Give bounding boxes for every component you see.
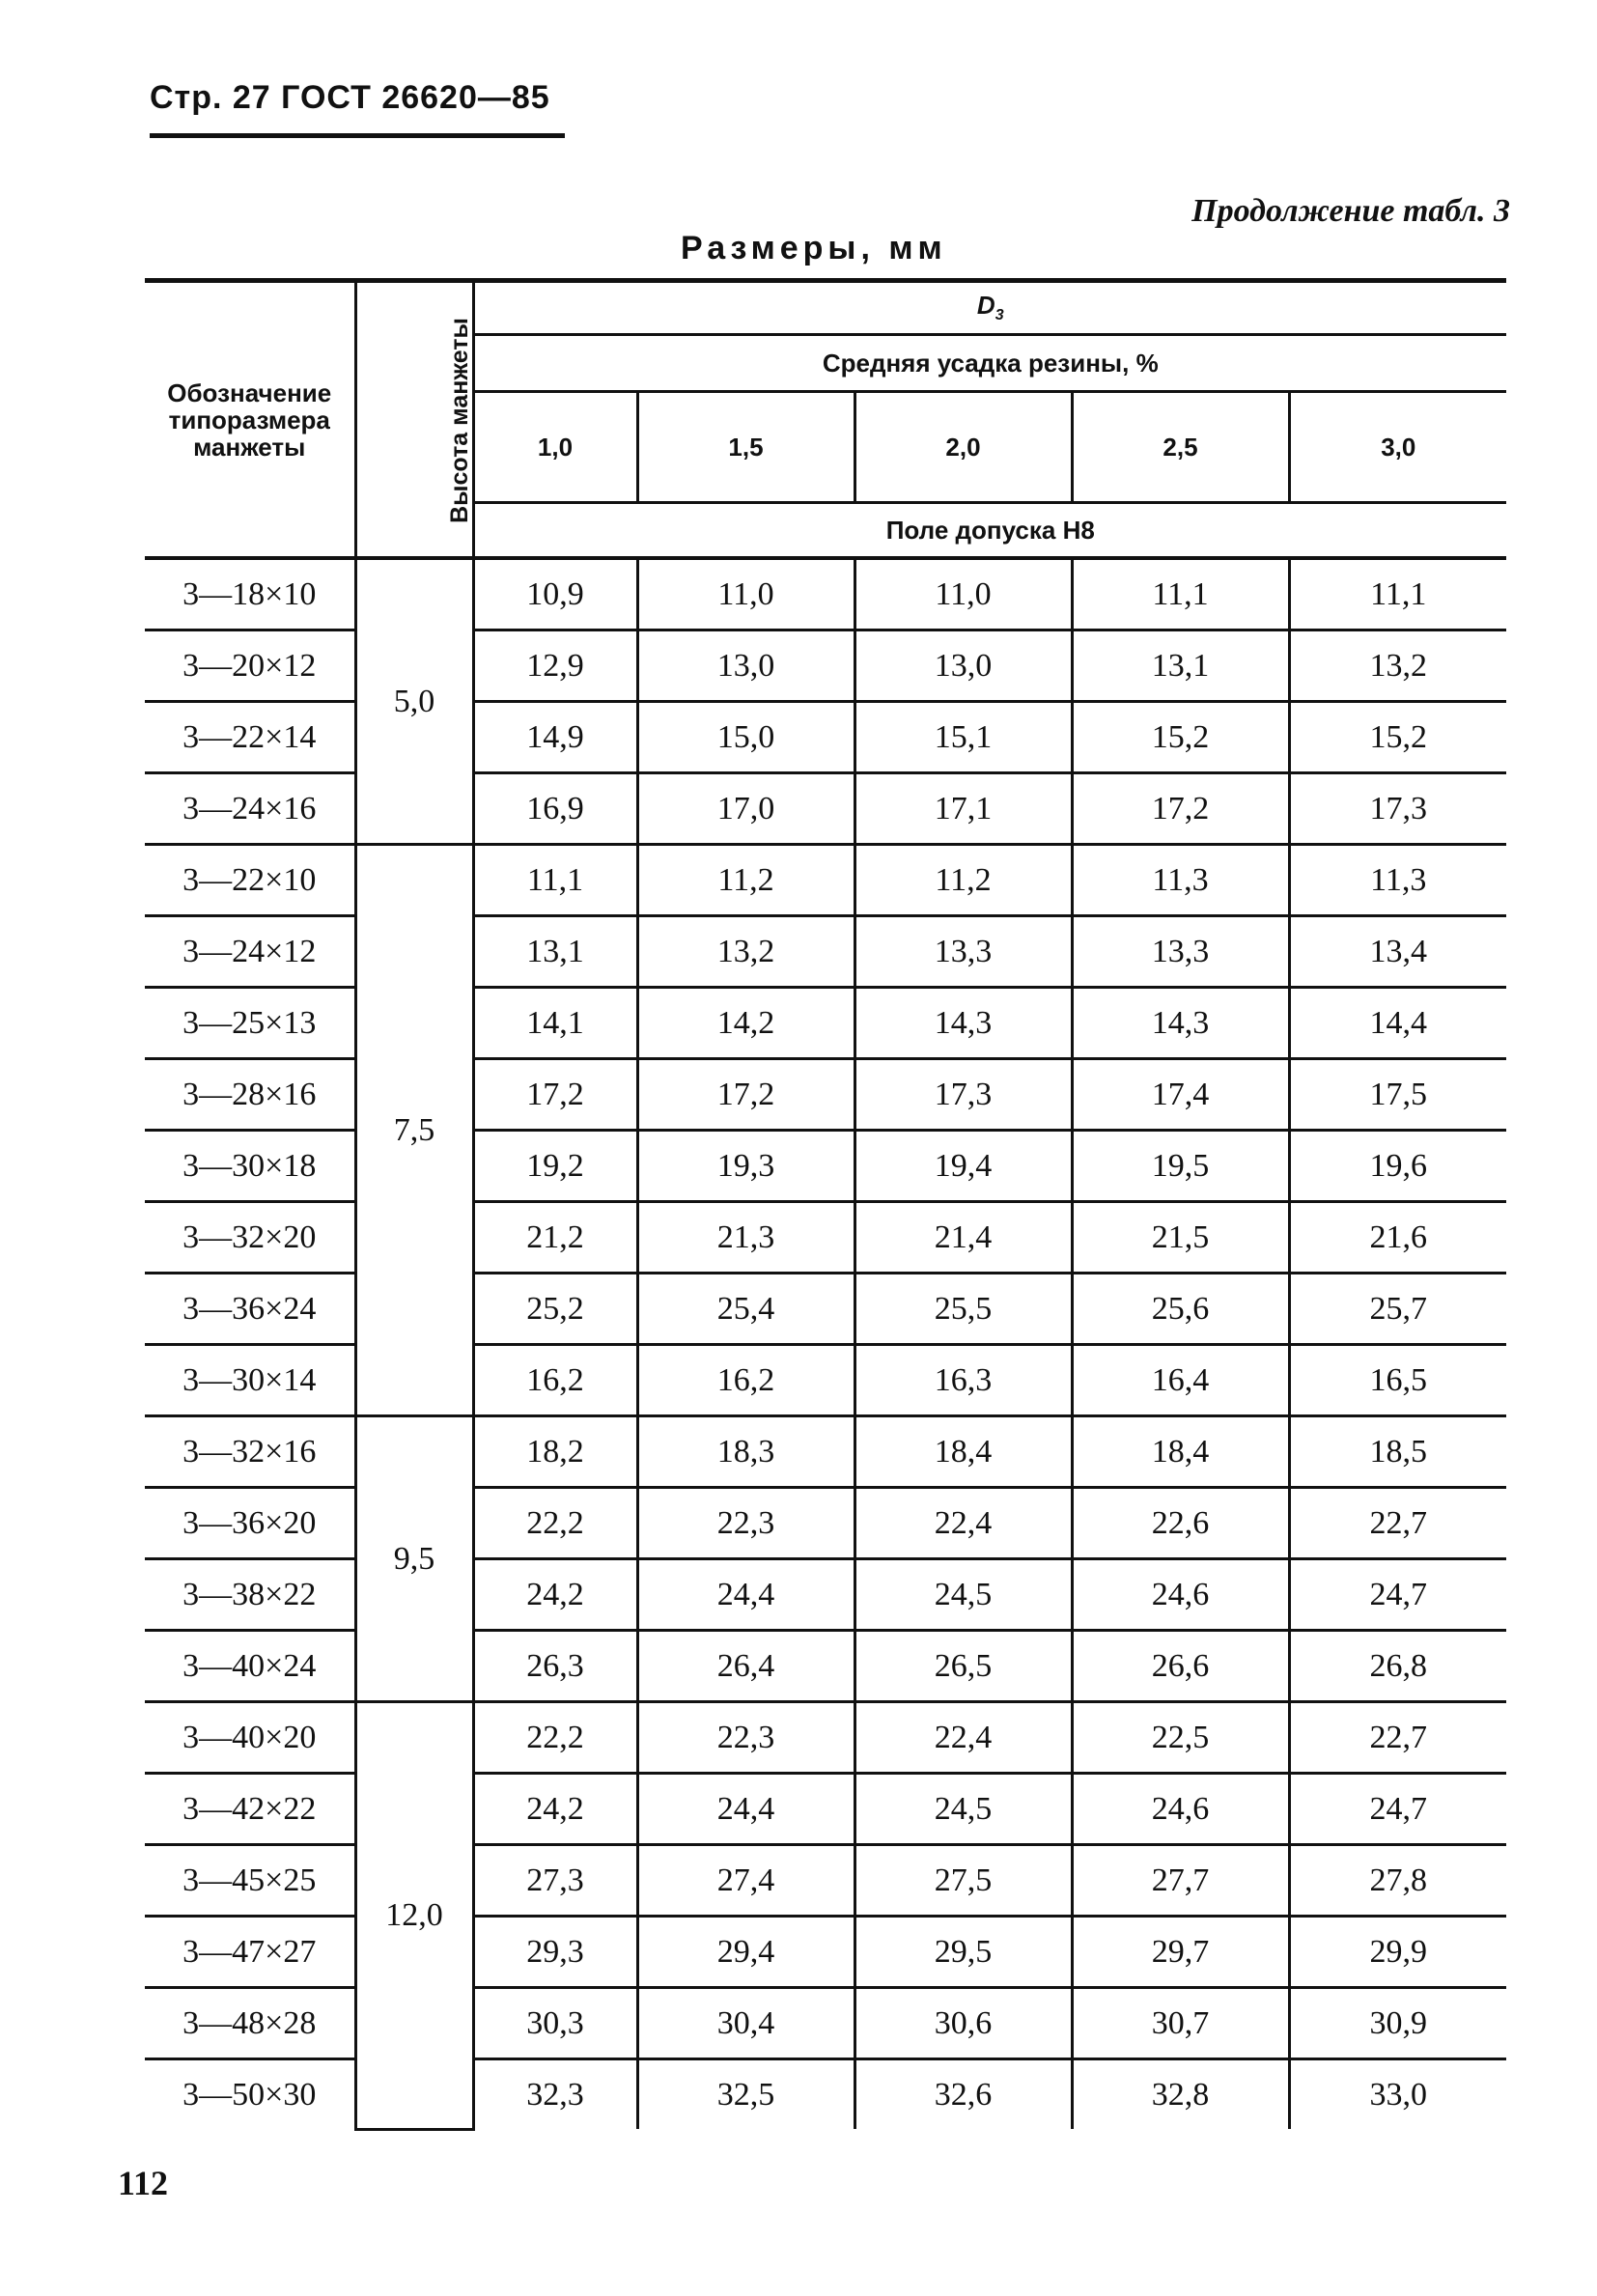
cuff-height-cell: 5,0	[355, 558, 473, 845]
cuff-designation-cell: 3—22×10	[145, 845, 355, 916]
table-row	[145, 1702, 1506, 1774]
ds-value-cell: 29,9	[1289, 1917, 1506, 1988]
ds-value-cell: 13,2	[637, 916, 855, 988]
ds-value-cell: 14,2	[637, 988, 855, 1059]
table-row	[145, 2059, 1506, 2130]
ds-value-cell: 29,7	[1072, 1917, 1289, 1988]
header-rule	[150, 133, 565, 138]
dimensions-table	[145, 278, 1506, 2131]
ds-value-cell: 30,7	[1072, 1988, 1289, 2059]
ds-value-cell: 13,0	[637, 630, 855, 702]
ds-value-cell: 25,7	[1289, 1274, 1506, 1345]
ds-value-cell: 24,6	[1072, 1774, 1289, 1845]
table-row	[145, 1131, 1506, 1202]
table-row	[145, 558, 1506, 630]
column-header-designation: Обозначение типоразмера манжеты	[145, 281, 355, 559]
ds-value-cell: 13,4	[1289, 916, 1506, 988]
table-row	[145, 1416, 1506, 1488]
units-caption: Размеры, мм	[681, 230, 947, 266]
column-header-ds-symbol: D	[976, 291, 995, 321]
ds-value-cell: 14,9	[473, 702, 637, 773]
shrinkage-value-header: 1,0	[473, 392, 637, 503]
column-header-ds-subscript: 3	[995, 307, 1004, 324]
table-row	[145, 1845, 1506, 1917]
shrinkage-value-header: 2,5	[1072, 392, 1289, 503]
cuff-designation-cell: 3—18×10	[145, 558, 355, 630]
cuff-designation-cell: 3—32×16	[145, 1416, 355, 1488]
ds-value-cell: 24,2	[473, 1559, 637, 1631]
table-header	[145, 281, 1506, 559]
ds-value-cell: 17,2	[637, 1059, 855, 1131]
column-header-ds	[473, 281, 1506, 335]
cuff-designation-cell: 3—50×30	[145, 2059, 355, 2130]
ds-value-cell: 19,3	[637, 1131, 855, 1202]
cuff-designation-cell: 3—36×20	[145, 1488, 355, 1559]
ds-value-cell: 11,1	[1289, 558, 1506, 630]
ds-value-cell: 24,5	[855, 1774, 1072, 1845]
column-header-shrinkage: Средняя усадка резины, %	[473, 335, 1506, 392]
ds-value-cell: 19,6	[1289, 1131, 1506, 1202]
ds-value-cell: 33,0	[1289, 2059, 1506, 2130]
column-header-height-label: Высота манжеты	[445, 318, 473, 523]
ds-value-cell: 24,4	[637, 1559, 855, 1631]
ds-value-cell: 27,3	[473, 1845, 637, 1917]
table-row	[145, 1631, 1506, 1702]
ds-value-cell: 22,7	[1289, 1702, 1506, 1774]
ds-value-cell: 16,3	[855, 1345, 1072, 1416]
ds-value-cell: 19,2	[473, 1131, 637, 1202]
cuff-designation-cell: 3—36×24	[145, 1274, 355, 1345]
ds-value-cell: 17,5	[1289, 1059, 1506, 1131]
ds-value-cell: 32,6	[855, 2059, 1072, 2130]
cuff-designation-cell: 3—25×13	[145, 988, 355, 1059]
cuff-designation-cell: 3—30×18	[145, 1131, 355, 1202]
ds-value-cell: 11,3	[1289, 845, 1506, 916]
cuff-designation-cell: 3—40×24	[145, 1631, 355, 1702]
ds-value-cell: 15,2	[1289, 702, 1506, 773]
ds-value-cell: 16,4	[1072, 1345, 1289, 1416]
table-row	[145, 702, 1506, 773]
ds-value-cell: 24,5	[855, 1559, 1072, 1631]
table-row	[145, 1059, 1506, 1131]
ds-value-cell: 13,0	[855, 630, 1072, 702]
ds-value-cell: 14,3	[855, 988, 1072, 1059]
ds-value-cell: 26,8	[1289, 1631, 1506, 1702]
ds-value-cell: 13,1	[1072, 630, 1289, 702]
cuff-designation-cell: 3—28×16	[145, 1059, 355, 1131]
table-row	[145, 1774, 1506, 1845]
ds-value-cell: 14,3	[1072, 988, 1289, 1059]
ds-value-cell: 30,3	[473, 1988, 637, 2059]
ds-value-cell: 29,5	[855, 1917, 1072, 1988]
ds-value-cell: 32,5	[637, 2059, 855, 2130]
ds-value-cell: 13,3	[855, 916, 1072, 988]
ds-value-cell: 11,1	[473, 845, 637, 916]
ds-value-cell: 27,8	[1289, 1845, 1506, 1917]
cuff-designation-cell: 3—24×16	[145, 773, 355, 845]
page-header: Стр. 27 ГОСТ 26620—85	[150, 79, 550, 116]
ds-value-cell: 10,9	[473, 558, 637, 630]
ds-value-cell: 16,5	[1289, 1345, 1506, 1416]
shrinkage-value-header: 2,0	[855, 392, 1072, 503]
cuff-designation-cell: 3—40×20	[145, 1702, 355, 1774]
ds-value-cell: 29,4	[637, 1917, 855, 1988]
ds-value-cell: 21,3	[637, 1202, 855, 1274]
table-continuation-label: Продолжение табл. 3	[1191, 193, 1510, 229]
ds-value-cell: 22,3	[637, 1488, 855, 1559]
shrinkage-value-header: 3,0	[1289, 392, 1506, 503]
ds-value-cell: 11,0	[637, 558, 855, 630]
ds-value-cell: 17,3	[855, 1059, 1072, 1131]
table-row	[145, 1345, 1506, 1416]
ds-value-cell: 25,2	[473, 1274, 637, 1345]
ds-value-cell: 19,4	[855, 1131, 1072, 1202]
cuff-designation-cell: 3—20×12	[145, 630, 355, 702]
ds-value-cell: 11,2	[855, 845, 1072, 916]
table-row	[145, 988, 1506, 1059]
ds-value-cell: 24,7	[1289, 1774, 1506, 1845]
ds-value-cell: 17,2	[1072, 773, 1289, 845]
ds-value-cell: 22,5	[1072, 1702, 1289, 1774]
ds-value-cell: 22,4	[855, 1702, 1072, 1774]
ds-value-cell: 27,4	[637, 1845, 855, 1917]
cuff-designation-cell: 3—22×14	[145, 702, 355, 773]
ds-value-cell: 22,7	[1289, 1488, 1506, 1559]
table-row	[145, 1274, 1506, 1345]
ds-value-cell: 22,3	[637, 1702, 855, 1774]
table-row	[145, 1202, 1506, 1274]
cuff-designation-cell: 3—42×22	[145, 1774, 355, 1845]
ds-value-cell: 30,9	[1289, 1988, 1506, 2059]
page-number: 112	[118, 2164, 169, 2202]
ds-value-cell: 26,6	[1072, 1631, 1289, 1702]
cuff-height-cell: 9,5	[355, 1416, 473, 1702]
ds-value-cell: 26,3	[473, 1631, 637, 1702]
ds-value-cell: 18,3	[637, 1416, 855, 1488]
ds-value-cell: 24,4	[637, 1774, 855, 1845]
ds-value-cell: 11,1	[1072, 558, 1289, 630]
table-row	[145, 1559, 1506, 1631]
ds-value-cell: 27,7	[1072, 1845, 1289, 1917]
ds-value-cell: 15,0	[637, 702, 855, 773]
cuff-designation-cell: 3—47×27	[145, 1917, 355, 1988]
ds-value-cell: 12,9	[473, 630, 637, 702]
ds-value-cell: 27,5	[855, 1845, 1072, 1917]
cuff-designation-cell: 3—32×20	[145, 1202, 355, 1274]
cuff-height-cell: 7,5	[355, 845, 473, 1416]
ds-value-cell: 24,2	[473, 1774, 637, 1845]
ds-value-cell: 16,2	[473, 1345, 637, 1416]
ds-value-cell: 21,4	[855, 1202, 1072, 1274]
ds-value-cell: 25,6	[1072, 1274, 1289, 1345]
ds-value-cell: 25,4	[637, 1274, 855, 1345]
ds-value-cell: 11,2	[637, 845, 855, 916]
ds-value-cell: 14,4	[1289, 988, 1506, 1059]
ds-value-cell: 15,1	[855, 702, 1072, 773]
cuff-designation-cell: 3—45×25	[145, 1845, 355, 1917]
ds-value-cell: 21,2	[473, 1202, 637, 1274]
ds-value-cell: 32,3	[526, 2076, 584, 2113]
ds-value-cell: 32,8	[1072, 2059, 1289, 2130]
ds-value-cell: 24,7	[1289, 1559, 1506, 1631]
column-header-height	[355, 281, 473, 559]
table-row	[145, 916, 1506, 988]
cuff-designation-cell: 3—38×22	[145, 1559, 355, 1631]
ds-value-cell: 18,4	[855, 1416, 1072, 1488]
table-row	[145, 1488, 1506, 1559]
ds-value-cell: 22,2	[473, 1488, 637, 1559]
ds-value-cell: 25,5	[855, 1274, 1072, 1345]
ds-value-cell: 18,2	[473, 1416, 637, 1488]
cuff-height-cell: 12,0	[355, 1702, 473, 2130]
ds-value-cell: 11,0	[855, 558, 1072, 630]
ds-value-cell: 17,2	[473, 1059, 637, 1131]
table-row	[145, 773, 1506, 845]
table-row	[145, 845, 1506, 916]
ds-value-cell: 26,5	[855, 1631, 1072, 1702]
ds-value-cell: 13,2	[1289, 630, 1506, 702]
ds-value-cell: 18,5	[1289, 1416, 1506, 1488]
ds-value-cell: 24,6	[1072, 1559, 1289, 1631]
cuff-designation-cell: 3—30×14	[145, 1345, 355, 1416]
ds-value-cell: 16,2	[637, 1345, 855, 1416]
ds-value-cell: 26,4	[637, 1631, 855, 1702]
ds-value-cell: 13,1	[473, 916, 637, 988]
table-body	[145, 558, 1506, 2129]
table-row	[145, 1988, 1506, 2059]
ds-value-cell: 22,4	[855, 1488, 1072, 1559]
ds-value-cell: 22,2	[473, 1702, 637, 1774]
ds-value-cell: 17,1	[855, 773, 1072, 845]
ds-value-cell: 11,3	[1072, 845, 1289, 916]
ds-value-cell: 19,5	[1072, 1131, 1289, 1202]
ds-value-cell: 18,4	[1072, 1416, 1289, 1488]
ds-value-cell: 21,6	[1289, 1202, 1506, 1274]
ds-value-cell: 17,0	[637, 773, 855, 845]
ds-value-cell: 30,6	[855, 1988, 1072, 2059]
column-header-tolerance: Поле допуска Н8	[473, 503, 1506, 559]
ds-value-cell: 17,3	[1289, 773, 1506, 845]
cuff-designation-cell: 3—48×28	[145, 1988, 355, 2059]
ds-value-cell: 17,4	[1072, 1059, 1289, 1131]
ds-value-cell: 30,4	[637, 1988, 855, 2059]
ds-value-cell: 22,6	[1072, 1488, 1289, 1559]
ds-value-cell: 29,3	[473, 1917, 637, 1988]
ds-value-cell: 15,2	[1072, 702, 1289, 773]
ds-value-cell: 13,3	[1072, 916, 1289, 988]
table-row	[145, 1917, 1506, 1988]
cuff-designation-cell: 3—24×12	[145, 916, 355, 988]
ds-value-cell: 21,5	[1072, 1202, 1289, 1274]
ds-value-cell: 14,1	[473, 988, 637, 1059]
table-row	[145, 630, 1506, 702]
ds-value-cell: 16,9	[473, 773, 637, 845]
shrinkage-value-header: 1,5	[637, 392, 855, 503]
